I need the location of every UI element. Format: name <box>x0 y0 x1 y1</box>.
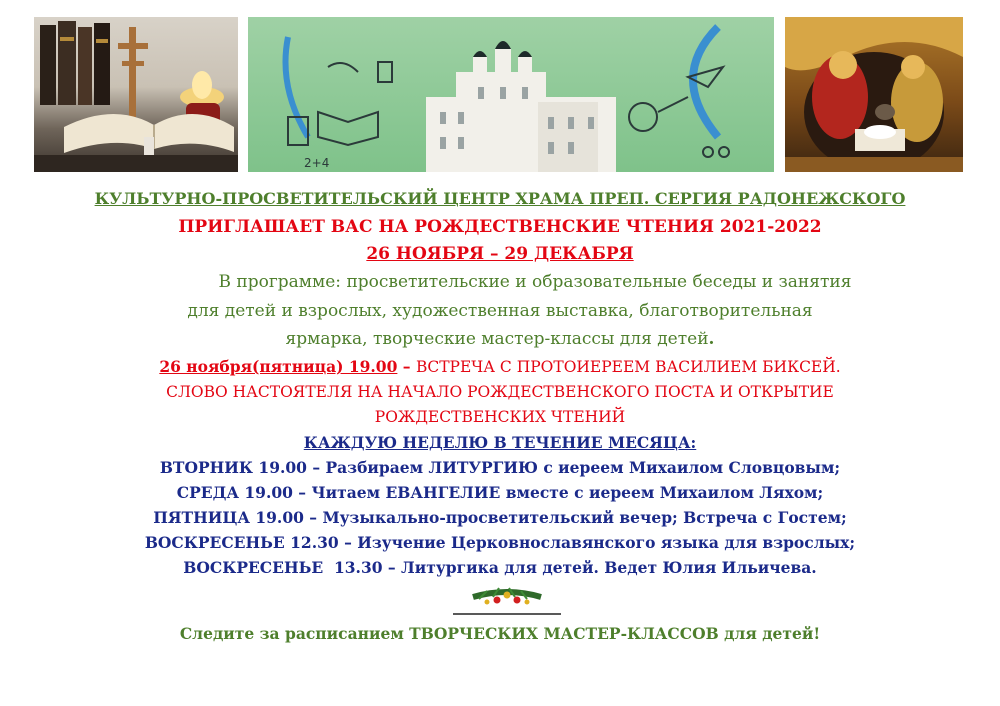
nativity-icon-image <box>785 17 963 172</box>
dates-heading: 26 НОЯБРЯ – 29 ДЕКАБРЯ <box>366 244 634 264</box>
weekly-heading: КАЖДУЮ НЕДЕЛЮ В ТЕЧЕНИЕ МЕСЯЦА: <box>303 433 697 452</box>
schedule-item: СРЕДА 19.00 – Читаем ЕВАНГЕЛИЕ вместе с иереем Михаилом Ляхом; <box>176 483 824 502</box>
meeting-date: 26 ноября(пятница) 19.00 <box>159 357 398 376</box>
meeting-separator: – <box>397 357 416 376</box>
program-text: В программе: просветительские и образовательные беседы и занятия <box>218 272 852 292</box>
center-name-heading: КУЛЬТУРНО-ПРОСВЕТИТЕЛЬСКИЙ ЦЕНТР ХРАМА ПРЕП. СЕРГИЯ РАДОНЕЖСКОГО <box>94 189 906 208</box>
program-line <box>0 329 1000 349</box>
footer-note: Следите за расписанием ТВОРЧЕСКИХ МАСТЕР-КЛАССОВ для детей! <box>179 624 821 643</box>
schedule-item: ПЯТНИЦА 19.00 – Музыкально-просветительский вечер; Встреча с Гостем; <box>153 508 847 527</box>
program-text: ярмарка, творческие мастер-классы для детей <box>285 329 709 349</box>
svg-text:2+4: 2+4 <box>304 156 330 170</box>
opening-meeting-line: РОЖДЕСТВЕНСКИХ ЧТЕНИЙ <box>374 408 626 426</box>
program-line <box>0 272 1000 292</box>
program-period: . <box>708 329 715 349</box>
meeting-text: ВСТРЕЧА С ПРОТОИЕРЕЕМ ВАСИЛИЕМ БИКСЕЙ. <box>415 358 841 376</box>
schedule-item: ВОСКРЕСЕНЬЕ 13.30 – Литургика для детей. Ведет Юлия Ильичева. <box>183 558 817 577</box>
invite-heading: ПРИГЛАШАЕТ ВАС НА РОЖДЕСТВЕНСКИЕ ЧТЕНИЯ 2021-2022 <box>178 217 822 237</box>
opening-meeting-line <box>0 357 1000 376</box>
schedule-item: ВОСКРЕСЕНЬЕ 12.30 – Изучение Церковнославянского языка для взрослых; <box>144 533 856 552</box>
opening-meeting-line: СЛОВО НАСТОЯТЕЛЯ НА НАЧАЛО РОЖДЕСТВЕНСКОГО ПОСТА И ОТКРЫТИЕ <box>166 383 834 401</box>
church-illustration <box>248 17 774 172</box>
schedule-item: ВТОРНИК 19.00 – Разбираем ЛИТУРГИЮ с иереем Михаилом Словцовым; <box>159 458 841 477</box>
program-line: для детей и взрослых, художественная выставка, благотворительная <box>187 301 813 321</box>
books-lamp-photo <box>34 17 238 172</box>
pine-garland-divider <box>453 585 561 615</box>
